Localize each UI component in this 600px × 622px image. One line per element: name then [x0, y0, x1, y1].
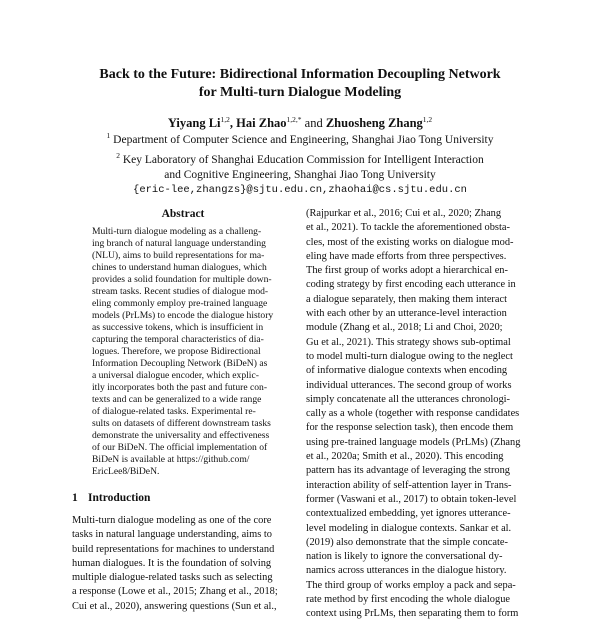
- body-line: build representations for machines to understand: [72, 543, 275, 555]
- author-affil-mark: 1,2,*: [286, 115, 302, 124]
- author-affil-mark: 1,2: [422, 115, 433, 124]
- section-title: Introduction: [88, 492, 151, 504]
- right-column-body: [306, 207, 528, 622]
- affiliation-text: Department of Computer Science and Engineering, Shanghai Jiao Tong University: [113, 133, 494, 146]
- body-line: simply concatenate all the utterances chronologi-: [306, 393, 510, 405]
- body-line: using pre-trained language models (PrLMs) (Zhang: [306, 436, 521, 448]
- abstract-line: provides a solid foundation for multiple down-: [92, 274, 272, 285]
- abstract-line: a universal dialogue encoder, which explic-: [92, 370, 259, 381]
- introduction-body: [72, 514, 294, 614]
- abstract-line: BiDeN is available at https://github.com/: [92, 454, 250, 465]
- abstract-line: demonstrate the universality and effectiveness: [92, 430, 270, 441]
- body-line: individual utterances. The second group of works: [306, 379, 512, 391]
- abstract-line: itly incorporates both the past and future con-: [92, 382, 268, 393]
- body-line: et al., 2021). To tackle the aforementioned obsta-: [306, 222, 510, 234]
- body-line: (2019) also demonstrate that the simple concate-: [306, 536, 508, 548]
- section-number: 1: [72, 492, 78, 504]
- email-line[interactable]: {eric-lee,zhangzs}@sjtu.edu.cn,zhaohai@cs.sjtu.edu.cn: [133, 183, 467, 196]
- body-line: Gu et al., 2021). This strategy shows sub-optimal: [306, 336, 511, 348]
- author-name: Hai Zhao: [236, 116, 287, 131]
- body-line: cally as a whole (together with response candidates: [306, 408, 520, 420]
- body-line: human dialogues. It is the foundation of solving: [72, 557, 272, 569]
- body-line: namics across utterances in the dialogue history.: [306, 565, 507, 577]
- title-line-1: Back to the Future: Bidirectional Information Decoupling Network: [99, 67, 501, 82]
- author-affil-mark: 1,2: [220, 115, 230, 124]
- affiliations: [0, 128, 600, 198]
- abstract-line: Information Decoupling Network (BiDeN) as: [92, 358, 268, 369]
- abstract-line: (NLU), aims to build representations for ma-: [92, 250, 265, 261]
- abstract-line: chines to understand human dialogues, which: [92, 262, 267, 273]
- body-line: a response (Lowe et al., 2015; Zhang et al., 2018;: [72, 586, 278, 598]
- abstract-line: as successive tokens, which is insufficient in: [92, 322, 264, 333]
- body-line: coding strategy by first encoding each utterance in: [306, 279, 516, 291]
- affiliation-line: [0, 168, 600, 183]
- body-line: (Rajpurkar et al., 2016; Cui et al., 2020; Zhang: [306, 208, 502, 219]
- body-line: former (Vaswani et al., 2017) to obtain token-level: [306, 493, 517, 505]
- paper-title: [0, 66, 600, 102]
- abstract-line: of dialogue-related tasks. Experimental re-: [92, 406, 256, 417]
- abstract-line: sults on datasets of different downstream tasks: [92, 418, 271, 429]
- abstract-line: stream tasks. Recent studies of dialogue mod-: [92, 286, 269, 297]
- body-line: The first group of works adopt a hierarchical en-: [306, 265, 508, 277]
- body-line: to model multi-turn dialogue owing to the neglect: [306, 350, 513, 362]
- body-line: of informative dialogue contexts when encoding: [306, 365, 508, 377]
- affiliation-text: and Cognitive Engineering, Shanghai Jiao Tong University: [164, 168, 436, 181]
- affiliation-text: Key Laboratory of Shanghai Education Commission for Intelligent Interaction: [122, 153, 484, 166]
- body-line: rate method by first encoding the whole dialogue: [306, 594, 511, 606]
- abstract-body: [92, 226, 278, 478]
- body-line: tasks in natural language understanding, aims to: [72, 529, 272, 541]
- body-line: pattern has its advantage of leveraging the strong: [306, 465, 510, 477]
- body-line: module (Zhang et al., 2018; Li and Choi, 2020;: [306, 322, 503, 334]
- abstract-line: logues. Therefore, we propose Bidirectional: [92, 346, 261, 357]
- author-separator: and: [304, 116, 323, 131]
- abstract-line: ing branch of natural language understanding: [92, 238, 266, 249]
- title-line-2: for Multi-turn Dialogue Modeling: [198, 85, 402, 100]
- body-line: with each other by an utterance-level interaction: [306, 308, 507, 320]
- affiliation-mark: 2: [116, 150, 120, 160]
- abstract-line: EricLee8/BiDeN.: [92, 466, 160, 477]
- body-line: level modeling in dialogue contexts. Sankar et al.: [306, 522, 512, 534]
- body-line: The third group of works employ a pack and sepa-: [306, 579, 516, 591]
- body-line: for the response selection task), then encode them: [306, 422, 514, 434]
- author-name: Zhuosheng Zhang: [325, 116, 423, 131]
- abstract-line: capturing the temporal characteristics of dia-: [92, 334, 264, 345]
- body-line: nation is likely to ignore the conversational dy-: [306, 551, 503, 563]
- author-separator: ,: [229, 116, 234, 131]
- body-line: Multi-turn dialogue modeling as one of the core: [72, 515, 272, 526]
- body-line: context using PrLMs, then separating them to form: [306, 608, 519, 620]
- affiliation-line: [0, 148, 600, 168]
- section-heading-introduction: [72, 491, 294, 505]
- body-line: a dialogue separately, then making them interact: [306, 293, 507, 305]
- body-line: contextualized embedding, yet ignores utterance-: [306, 508, 511, 520]
- body-line: Cui et al., 2020), answering questions (Sun et al.,: [72, 600, 277, 612]
- body-line: eling have made efforts from three perspectives.: [306, 250, 507, 262]
- body-line: cles, most of the existing works on dialogue mod-: [306, 236, 514, 248]
- body-line: multiple dialogue-related tasks such as selecting: [72, 572, 273, 584]
- abstract-line: eling commonly employ pre-trained language: [92, 298, 268, 309]
- body-line: et al., 2020a; Smith et al., 2020). This encoding: [306, 451, 504, 463]
- body-line: interaction ability of self-attention layer in Trans-: [306, 479, 512, 491]
- author-name: Yiyang Li: [167, 116, 221, 131]
- abstract-line: of our BiDeN. The official implementation of: [92, 442, 268, 453]
- abstract-line: Multi-turn dialogue modeling as a challeng-: [92, 226, 262, 237]
- abstract-line: texts and can be generalized to a wide range: [92, 394, 262, 405]
- abstract-line: models (PrLMs) to encode the dialogue history: [92, 310, 274, 321]
- affiliation-mark: 1: [106, 131, 111, 140]
- abstract-heading: Abstract: [161, 208, 205, 220]
- affiliation-line: [0, 128, 600, 148]
